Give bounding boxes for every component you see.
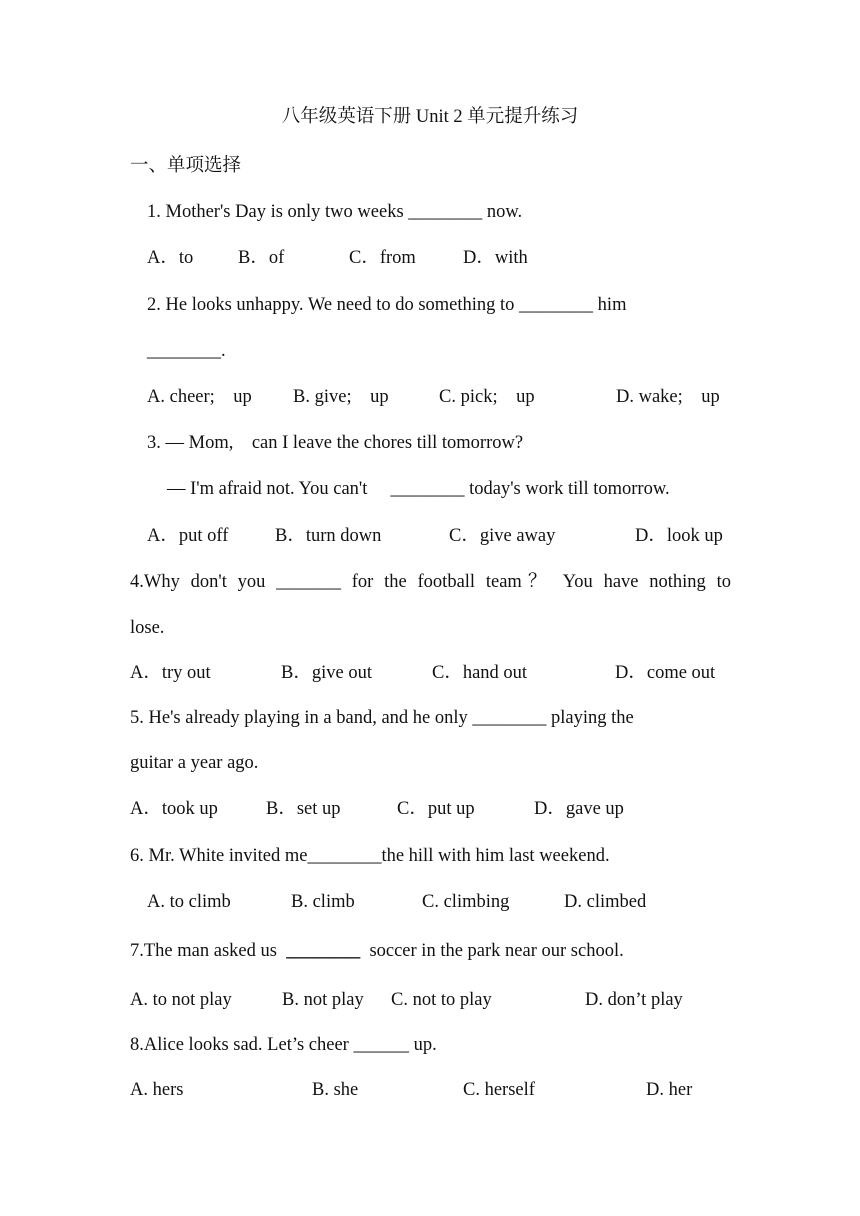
page-title: 八年级英语下册 Unit 2 单元提升练习 (281, 107, 579, 127)
question-7-option-d: D. don’t play (585, 990, 683, 1010)
question-7-stem-start: 7.The man asked us (130, 941, 287, 961)
question-4-option-a: A．try out (130, 663, 211, 683)
question-2-option-a: A. cheer; up (147, 387, 252, 407)
question-5-option-a: A．took up (130, 799, 218, 819)
section-heading: 一、单项选择 (130, 156, 242, 176)
question-2-option-c: C. pick; up (439, 387, 535, 407)
question-2-option-b: B. give; up (293, 387, 389, 407)
question-4-stem-continued: lose. (130, 618, 165, 638)
question-5-stem-continued: guitar a year ago. (130, 753, 259, 773)
question-7-stem (130, 939, 624, 963)
question-5-option-c: C．put up (397, 799, 475, 819)
question-6-option-c: C. climbing (422, 892, 510, 912)
question-3-option-a: A．put off (147, 526, 229, 546)
question-5-option-d: D．gave up (534, 799, 624, 819)
question-1-option-a: A．to (147, 248, 194, 268)
question-8-option-b: B. she (312, 1080, 359, 1100)
question-5-option-b: B．set up (266, 799, 341, 819)
question-4-option-c: C．hand out (432, 663, 528, 683)
question-4-option-d: D．come out (615, 663, 716, 683)
question-1-option-b: B．of (238, 248, 285, 268)
question-2-stem-continued: ________. (147, 341, 226, 361)
question-1-option-c: C．from (349, 248, 416, 268)
question-7-option-a: A. to not play (130, 990, 232, 1010)
question-6-option-a: A. to climb (147, 892, 231, 912)
question-3-option-c: C．give away (449, 526, 556, 546)
question-8-option-c: C. herself (463, 1080, 535, 1100)
question-8-stem: 8.Alice looks sad. Let’s cheer ______ up. (130, 1035, 437, 1055)
question-3-stem: 3. — Mom, can I leave the chores till tomorrow? (147, 433, 524, 453)
question-8-option-a: A. hers (130, 1080, 184, 1100)
question-5-stem: 5. He's already playing in a band, and he only ________ playing the (130, 708, 634, 728)
question-1-option-d: D．with (463, 248, 528, 268)
question-8-option-d: D. her (646, 1080, 693, 1100)
question-2-option-d: D. wake; up (616, 387, 720, 407)
question-7-option-b: B. not play (282, 990, 364, 1010)
question-7-option-c: C. not to play (391, 990, 492, 1010)
question-3-option-d: D．look up (635, 526, 723, 546)
question-4-option-b: B．give out (281, 663, 372, 683)
question-4-stem: 4.Why don't you _______ for the football team？ You have nothing to (130, 572, 731, 592)
question-3-reply: — I'm afraid not. You can't ________ today's work till tomorrow. (167, 479, 670, 499)
question-2-stem: 2. He looks unhappy. We need to do something to ________ him (147, 295, 627, 315)
question-1-stem: 1. Mother's Day is only two weeks ________ now. (147, 202, 523, 222)
question-6-stem: 6. Mr. White invited me________the hill with him last weekend. (130, 846, 610, 866)
question-3-option-b: B．turn down (275, 526, 382, 546)
question-6-option-d: D. climbed (564, 892, 647, 912)
question-6-option-b: B. climb (291, 892, 355, 912)
question-7-stem-end: soccer in the park near our school. (360, 941, 624, 961)
question-7-blank: ________ (286, 941, 361, 961)
